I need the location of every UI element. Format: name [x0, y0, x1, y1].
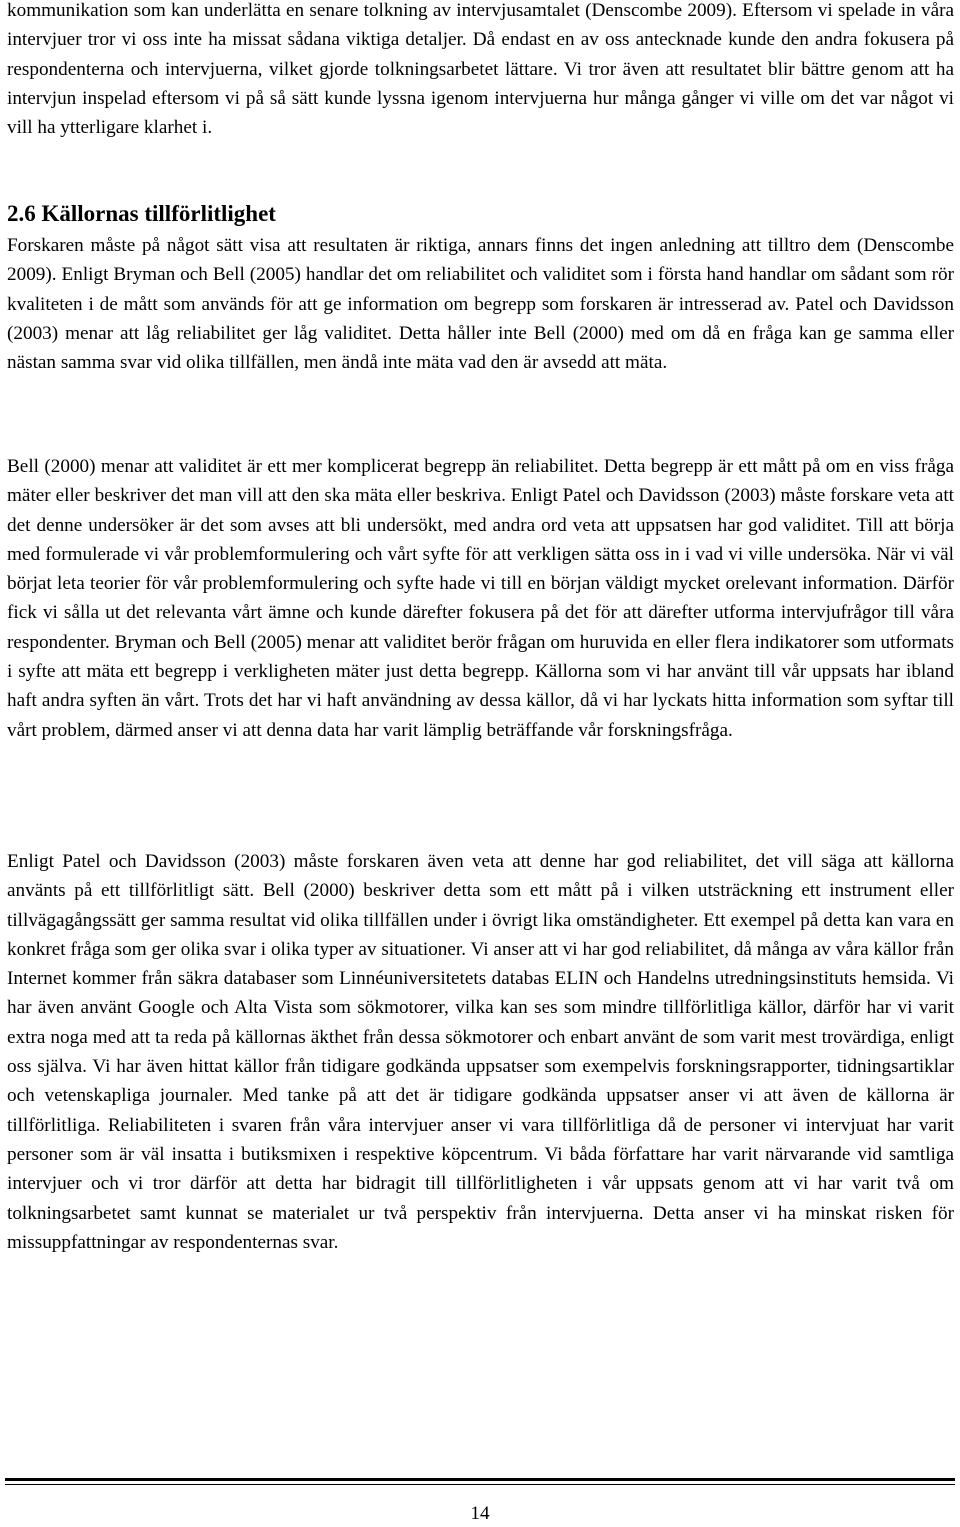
section-heading: 2.6 Källornas tillförlitlighet	[7, 201, 276, 226]
paragraph-intro: kommunikation som kan underlätta en senare tolkning av intervjusamtalet (Denscombe 2009). Eftersom vi spelade in våra intervjuer tror vi oss inte ha missat sådana viktiga detaljer. Då endast en av oss antecknade kunde den andra fokusera på respondenterna och intervjuerna, vilket gjorde tolkningsarbetet lättare. Vi tror även att resultatet blir bättre genom att ha intervjun inspelad eftersom vi på så sätt kunde lyssna igenom intervjuerna hur många gånger vi ville om det var något vi vill ha ytterligare klarhet i.	[7, 0, 954, 139]
paragraph-reliability-validity: Forskaren måste på något sätt visa att resultaten är riktiga, annars finns det ingen anledning att tilltro dem (Denscombe 2009). Enligt Bryman och Bell (2005) handlar det om reliabilitet och validitet som i första hand handlar om sådant som rör kvaliteten i de mått som används för att ge information om begrepp som forskaren är intresserad av. Patel och Davidsson (2003) menar att låg reliabilitet ger låg validitet. Detta håller inte Bell (2000) med om då en fråga kan ge samma eller nästan samma svar vid olika tillfällen, men ändå inte mäta vad den är avsedd att mäta.	[7, 235, 954, 374]
paragraph-validity: Bell (2000) menar att validitet är ett mer komplicerat begrepp än reliabilitet. Detta begrepp är ett mått på om en viss fråga mäter eller beskriver det man vill att den ska mäta eller beskriva. Enligt Patel och Davidsson (2003) måste forskare veta att det denne undersöker är det som avses att bli undersökt, med andra ord veta att uppsatsen har god validitet. Till att börja med formulerade vi vår problemformulering och vårt syfte för att verkligen sätta oss in i vad vi ville undersöka. När vi väl börjat leta teorier för vår problemformulering och syfte hade vi till en början väldigt mycket orelevant information. Därför fick vi sålla ut det relevanta vårt ämne och kunde därefter fokusera på det för att därefter utforma intervjufrågor till våra respondenter. Bryman och Bell (2005) menar att validitet berör frågan om huruvida en eller flera indikatorer som utformats i syfte att mäta ett begrepp i verkligheten mäter just detta begrepp. Källorna som vi har använt till vår uppsats har ibland haft andra syften än vårt. Trots det har vi haft användning av dessa källor, då vi har lyckats hitta information som syftar till vårt problem, därmed anser vi att denna data har varit lämplig beträffande vår forskningsfråga.	[7, 456, 954, 741]
paragraph-reliability: Enligt Patel och Davidsson (2003) måste forskaren även veta att denne har god reliabilitet, det vill säga att källorna använts på ett tillförlitligt sätt. Bell (2000) beskriver detta som ett mått på i vilken utsträckning ett instrument eller tillvägagångssätt ger samma resultat vid olika tillfällen under i övrigt lika omständigheter. Ett exempel på detta kan vara en konkret fråga som ger olika svar i olika typer av situationer. Vi anser att vi har god reliabilitet, då många av våra källor från Internet kommer från säkra databaser som Linnéuniversitetets databas ELIN och Handelns utredningsinstituts hemsida. Vi har även använt Google och Alta Vista som sökmotorer, vilka kan ses som mindre tillförlitliga källor, därför har vi varit extra noga med att ta reda på källornas äkthet från dessa sökmotorer och enbart använt de som varit mest trovärdiga, enligt oss själva. Vi har även hittat källor från tidigare godkända uppsatser som exempelvis forskningsrapporter, tidningsartiklar och vetenskapliga journaler. Med tanke på att det är tidigare godkända uppsatser anser vi att även de källorna är tillförlitliga. Reliabiliteten i svaren från våra intervjuer anser vi vara tillförlitliga då de personer vi intervjuat har varit personer som är väl insatta i butiksmixen i respektive köpcentrum. Vi båda författare har varit närvarande vid samtliga intervjuer och vi tror därför att detta har bidragit till tillförlitligheten i vår uppsats genom att vi har varit två om tolkningsarbetet samt kunnat se materialet ur två perspektiv från intervjuerna. Detta anser vi ha minskat risken för missuppfattningar av respondenternas svar.	[7, 851, 954, 1253]
footer-divider-thin	[5, 1484, 955, 1485]
footer-divider	[5, 1478, 955, 1481]
page-number: 14	[470, 1503, 490, 1524]
